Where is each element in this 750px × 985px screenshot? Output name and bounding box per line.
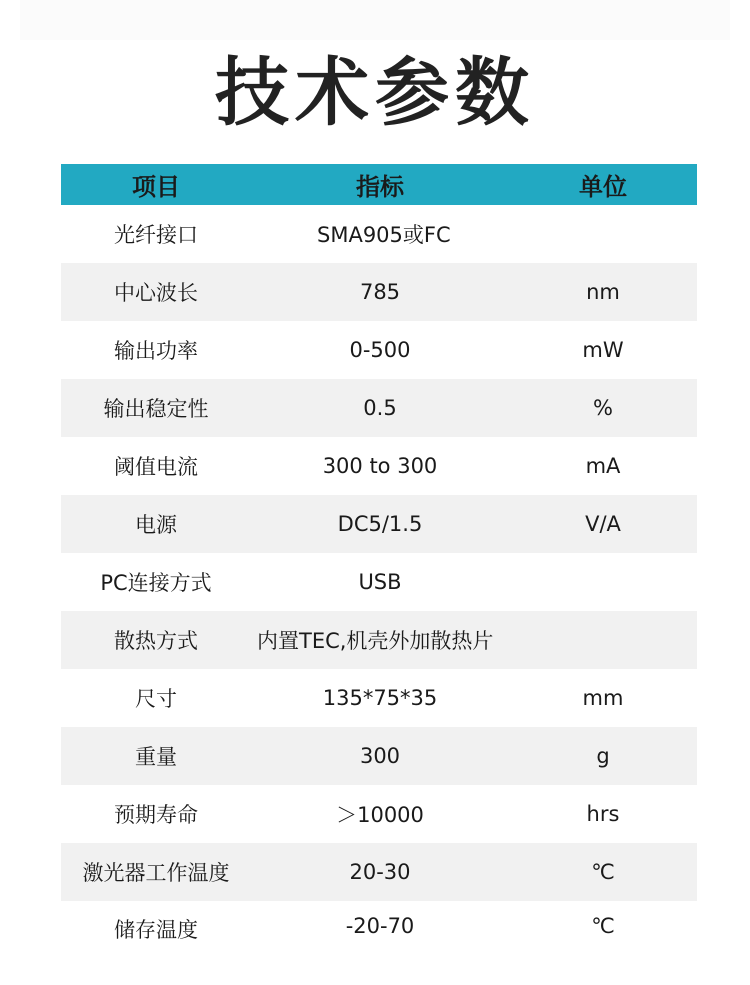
- table-row: [61, 669, 697, 727]
- row-item: 重量: [135, 745, 177, 769]
- row-unit: mA: [585, 454, 621, 478]
- table-header: [61, 164, 697, 205]
- row-unit: g: [596, 744, 610, 768]
- page-title: 技术参数: [215, 50, 535, 136]
- row-item: 激光器工作温度: [82, 861, 230, 885]
- table-row: [61, 843, 697, 901]
- row-item: 中心波长: [114, 281, 198, 305]
- row-value: 内置TEC,机壳外加散热片: [257, 629, 494, 653]
- row-value: 135*75*35: [322, 686, 438, 710]
- row-item: 阈值电流: [114, 455, 198, 479]
- row-item: 电源: [135, 513, 177, 537]
- row-unit: ℃: [591, 860, 615, 884]
- row-value: SMA905或FC: [317, 223, 451, 247]
- table-row: [61, 785, 697, 843]
- header-value: 指标: [356, 173, 404, 201]
- row-item: 输出稳定性: [103, 397, 209, 421]
- table-row: [61, 437, 697, 495]
- table-row: [61, 611, 697, 669]
- table-row: [61, 901, 697, 943]
- row-value: 0.5: [363, 396, 397, 420]
- top-band: [20, 0, 730, 40]
- table-row: [61, 263, 697, 321]
- row-value: 20-30: [349, 860, 411, 884]
- table-row: [61, 553, 697, 611]
- row-unit: mW: [582, 338, 624, 362]
- row-unit: nm: [586, 280, 620, 304]
- row-item: PC连接方式: [100, 571, 212, 595]
- row-value: -20-70: [345, 914, 415, 938]
- table-row: [61, 321, 697, 379]
- row-item: 散热方式: [114, 629, 198, 653]
- row-value: DC5/1.5: [337, 512, 423, 536]
- row-value: 0-500: [349, 338, 411, 362]
- row-item: 尺寸: [135, 687, 177, 711]
- table-row: [61, 205, 697, 263]
- row-unit: mm: [582, 686, 624, 710]
- row-unit: ℃: [591, 914, 615, 938]
- table-row: [61, 379, 697, 437]
- row-value: 300 to 300: [322, 454, 438, 478]
- row-unit: %: [593, 396, 613, 420]
- row-item: 储存温度: [114, 918, 198, 942]
- header-unit: 单位: [579, 173, 627, 201]
- row-value: USB: [358, 570, 402, 594]
- row-unit: V/A: [585, 512, 621, 536]
- row-value: 785: [359, 280, 401, 304]
- row-item: 光纤接口: [114, 223, 198, 247]
- table-row: [61, 727, 697, 785]
- table-row: [61, 495, 697, 553]
- row-value: ＞10000: [336, 803, 424, 827]
- header-item: 项目: [132, 173, 180, 201]
- row-unit: hrs: [586, 802, 620, 826]
- row-item: 预期寿命: [114, 803, 198, 827]
- row-item: 输出功率: [114, 339, 198, 363]
- row-value: 300: [359, 744, 401, 768]
- spec-table: [61, 164, 697, 943]
